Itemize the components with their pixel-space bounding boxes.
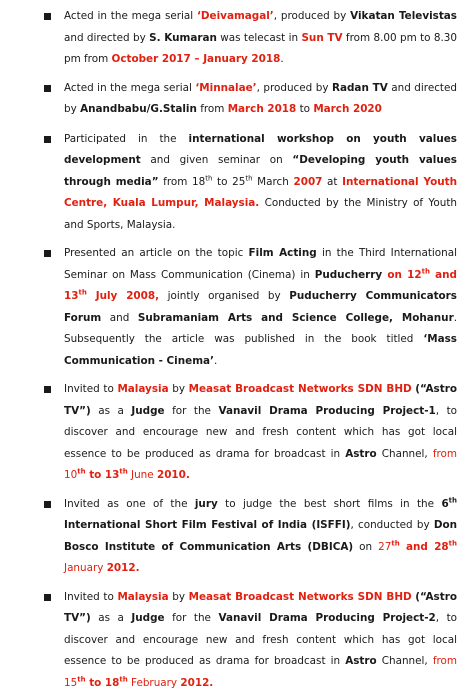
text-run: at	[322, 176, 342, 188]
text-run: 2010.	[157, 469, 190, 481]
text-run: 6	[441, 498, 448, 510]
text-run: Vikatan Televistas	[350, 10, 457, 22]
text-run: 27	[378, 541, 391, 553]
text-run: Channel,	[377, 655, 433, 667]
text-run: 2012.	[180, 677, 213, 689]
text-run: ‘Minnalae’	[195, 82, 256, 94]
text-run: February	[128, 677, 181, 689]
text-run: 12	[407, 269, 421, 281]
text-run: , produced by	[257, 82, 332, 94]
text-run: , produced by	[274, 10, 350, 22]
text-run: .	[214, 355, 217, 367]
text-run: and given seminar on	[141, 154, 293, 166]
text-run: Radan TV	[332, 82, 388, 94]
text-run: from	[197, 103, 228, 115]
text-run: for the	[165, 612, 219, 624]
list-item	[64, 587, 457, 694]
text-run: and directed by	[64, 32, 149, 44]
superscript: th	[391, 539, 399, 547]
text-run: to 25	[212, 176, 245, 188]
list-item	[64, 494, 457, 580]
text-run: International Youth Centre, Kuala Lumpur, Malaysia.	[64, 176, 457, 210]
text-run: in the Third International Seminar on Mass Communication (Cinema) in	[64, 247, 457, 281]
bullet-icon	[44, 386, 51, 393]
text-run: and	[101, 312, 138, 324]
text-run: , to discover and encourage new and fresh content which has got local essence to be produced as drama for broadcast in	[64, 405, 457, 460]
text-run: January	[64, 562, 107, 574]
text-run: for the	[165, 405, 219, 417]
text-run: international workshop on youth values development	[64, 133, 457, 167]
superscript: th	[449, 496, 457, 504]
text-run: Presented an article on the topic	[64, 247, 249, 259]
text-run: Conducted by the Ministry of Youth and Sports, Malaysia.	[64, 197, 457, 231]
text-run: . Subsequently the article was published in the book titled	[64, 312, 457, 346]
superscript: th	[77, 675, 85, 683]
text-run: Subramaniam Arts and Science College, Mohanur	[138, 312, 454, 324]
text-run: .	[280, 53, 283, 65]
text-run: on	[353, 541, 378, 553]
item-text	[64, 591, 457, 689]
text-run: to 18	[86, 677, 120, 689]
text-run: Measat Broadcast Networks SDN BHD	[189, 591, 412, 603]
superscript: th	[119, 468, 127, 476]
item-text	[64, 10, 457, 65]
text-run: (“Astro TV”)	[64, 591, 457, 625]
superscript: th	[449, 539, 457, 547]
superscript: th	[77, 468, 85, 476]
text-run: by	[169, 383, 189, 395]
text-run: Vanavil Drama Producing Project-1	[218, 405, 435, 417]
item-text	[64, 383, 457, 481]
text-run: Participated in the	[64, 133, 189, 145]
item-text	[64, 498, 457, 575]
list-item	[64, 129, 457, 237]
text-run: Don Bosco Institute of Communication Arts (DBICA)	[64, 519, 457, 553]
text-run: Film Acting	[249, 247, 317, 259]
text-run: Puducherry Communicators Forum	[64, 290, 457, 324]
text-run: from 8.00 pm to 8.30 pm from	[64, 32, 457, 66]
bullet-icon	[44, 250, 51, 257]
text-run: Invited as one of the	[64, 498, 195, 510]
text-run: Astro	[345, 655, 376, 667]
superscript: th	[119, 675, 127, 683]
item-text	[64, 133, 457, 231]
text-run: “Developing youth values through media”	[64, 154, 457, 188]
bullet-icon	[44, 501, 51, 508]
text-run: by	[169, 591, 189, 603]
text-run: to	[296, 103, 313, 115]
text-run: was telecast in	[217, 32, 302, 44]
text-run: Sun TV	[301, 32, 342, 44]
text-run: 2012.	[107, 562, 140, 574]
text-run: jointly organised by	[159, 290, 289, 302]
text-run: June	[128, 469, 157, 481]
text-run: and 13	[64, 269, 457, 303]
text-run: Invited to	[64, 591, 117, 603]
superscript: th	[245, 174, 252, 182]
text-run: Acted in the mega serial	[64, 10, 197, 22]
text-run: Judge	[131, 405, 164, 417]
text-run: Vanavil Drama Producing Project-2	[218, 612, 435, 624]
text-run: 2007	[293, 176, 322, 188]
text-run: to judge the best short films in the	[218, 498, 442, 510]
text-run: to 13	[86, 469, 120, 481]
text-run: jury	[195, 498, 218, 510]
superscript: th	[205, 174, 212, 182]
list-item	[64, 243, 457, 372]
text-run: (“Astro TV”)	[64, 383, 457, 417]
list-item	[64, 78, 457, 121]
text-run: on	[382, 269, 407, 281]
text-run: October 2017 – January 2018	[112, 53, 281, 65]
bullet-icon	[44, 594, 51, 601]
text-run: July 2008,	[87, 290, 159, 302]
superscript: th	[422, 267, 430, 275]
text-run: Invited to	[64, 383, 117, 395]
text-run: Judge	[131, 612, 164, 624]
list-item	[64, 6, 457, 71]
text-run: S. Kumaran	[149, 32, 217, 44]
text-run: from 18	[159, 176, 206, 188]
text-run: Astro	[345, 448, 376, 460]
text-run: Measat Broadcast Networks SDN BHD	[189, 383, 412, 395]
text-run: , to discover and encourage new and fresh content which has got local essence to be produced as drama for broadcast in	[64, 612, 457, 667]
text-run: March	[253, 176, 294, 188]
superscript: th	[78, 289, 86, 297]
text-run: Malaysia	[117, 383, 168, 395]
text-run: as a	[91, 405, 132, 417]
bullet-icon	[44, 85, 51, 92]
text-run: ‘Mass Communication - Cinema’	[64, 333, 457, 367]
text-run: Channel,	[377, 448, 433, 460]
text-run: , conducted by	[350, 519, 433, 531]
text-run: Anandbabu/G.Stalin	[80, 103, 197, 115]
text-run: Acted in the mega serial	[64, 82, 195, 94]
item-text	[64, 82, 457, 116]
text-run: March 2020	[313, 103, 382, 115]
text-run: from 15	[64, 655, 457, 689]
text-run: International Short Film Festival of India (ISFFI)	[64, 519, 350, 531]
text-run: Puducherry	[315, 269, 382, 281]
text-run: March 2018	[228, 103, 297, 115]
text-run: as a	[91, 612, 132, 624]
text-run: ‘Deivamagal’	[197, 10, 274, 22]
item-text	[64, 247, 457, 367]
text-run: from 10	[64, 448, 457, 482]
list-item	[64, 379, 457, 487]
text-run: Malaysia	[117, 591, 168, 603]
bullet-icon	[44, 136, 51, 143]
achievement-list	[64, 6, 457, 694]
text-run: and 28	[400, 541, 449, 553]
bullet-icon	[44, 13, 51, 20]
text-run: and directed by	[64, 82, 457, 116]
